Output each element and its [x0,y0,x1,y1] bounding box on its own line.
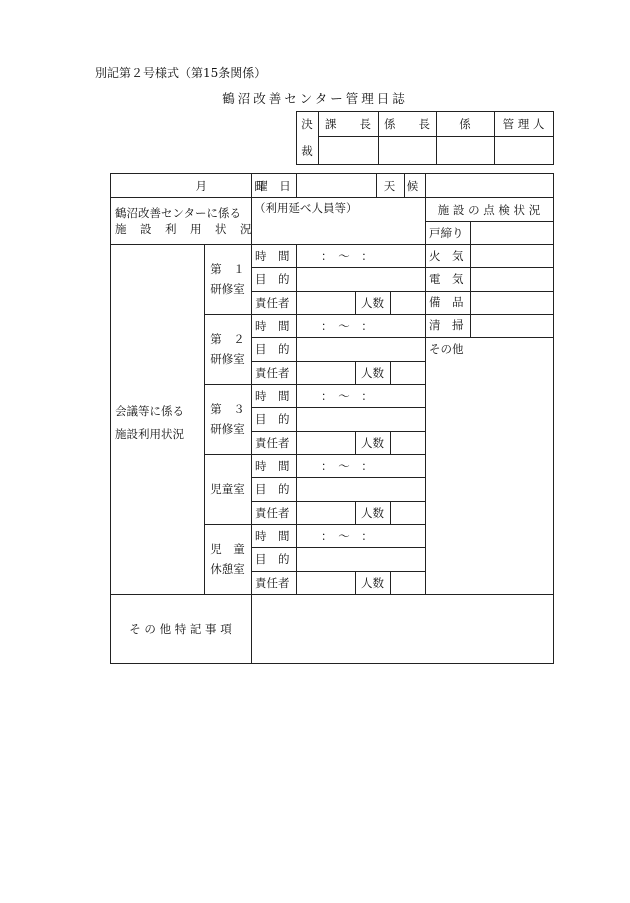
approval-header-4: 管 理 人 [502,117,545,131]
room-2-label-line2: 研修室 [210,351,245,366]
room-time-value: ： ～ ： [321,318,373,333]
approval-header-1: 課 長 [325,117,371,131]
form-caption: 別記第２号様式（第15条関係） [95,66,267,80]
room-col-line [390,361,391,385]
inspection-item-3: 電 気 [429,271,464,286]
room-5-label-line1: 児 童 [210,541,245,556]
inspection-row-line [425,244,554,245]
inspection-row-line [425,314,554,315]
room-row-line [251,431,426,432]
col-line [251,197,252,245]
inspection-row-line [425,291,554,292]
room-people-label: 人数 [361,365,384,380]
room-responsible-label: 責任者 [255,575,290,590]
room-row-line [251,337,426,338]
room-time-label: 時 間 [255,528,290,543]
room-col-line [296,454,297,525]
room-divider [204,454,426,455]
room-col-line [390,501,391,525]
weather-label: 天 候 [383,179,419,193]
row-line [110,197,554,198]
room-4-label-line2: 児童室 [210,481,245,496]
room-time-label: 時 間 [255,318,290,333]
room-col-line [390,571,391,595]
room-row-line [251,291,426,292]
room-row-line [251,571,426,572]
meeting-label-line1: 会議等に係る [115,404,184,418]
room-purpose-label: 目 的 [255,342,290,357]
room-divider [204,384,426,385]
room-row-line [251,407,426,408]
inspection-col-line [470,314,471,338]
room-1-label-line2: 研修室 [210,281,245,296]
table-border-right [553,173,554,664]
inspection-label: 施 設 の 点 検 状 況 [437,203,541,217]
approval-label-top: 決 [301,117,313,131]
form-title: 鶴沼改善センター管理日誌 [222,91,408,106]
room-purpose-label: 目 的 [255,482,290,497]
room-people-label: 人数 [361,505,384,520]
approval-border-top [296,111,554,112]
inspection-item-4: 備 品 [429,295,464,310]
room-divider [204,524,426,525]
room-time-value: ： ～ ： [321,458,373,473]
usage-label-line1: 鶴沼改善センターに係る [115,206,242,220]
usage-label-line2: 施 設 利 用 状 況 [115,222,253,236]
approval-header-2: 係 長 [384,117,430,131]
room-col-line [296,524,297,595]
room-purpose-label: 目 的 [255,552,290,567]
room-col-line [390,291,391,315]
room-responsible-label: 責任者 [255,295,290,310]
room-people-label: 人数 [361,435,384,450]
approval-label-bottom: 裁 [301,144,313,158]
inspection-item-1: 戸締り [429,225,464,240]
inspection-row-line [425,267,554,268]
meeting-label-line2: 施設利用状況 [115,427,184,441]
inspection-col-line [470,221,471,245]
inspection-col-line [470,267,471,291]
inspection-col-line [470,244,471,268]
inspection-other-label: その他 [429,342,464,357]
row-line [425,221,554,222]
room-people-label: 人数 [361,295,384,310]
room-5-label-line2: 休憩室 [210,561,245,576]
date-label: 月 日 [195,179,265,193]
weekday-label: 曜 日 [256,179,291,193]
room-responsible-label: 責任者 [255,505,290,520]
room-3-label-line1: 第 ３ [210,401,245,416]
inspection-item-2: 火 気 [429,248,464,263]
room-row-line [251,501,426,502]
room-time-label: 時 間 [255,388,290,403]
room-col-line [390,431,391,455]
notes-label: そ の 他 特 記 事 項 [129,622,232,636]
approval-border-bottom [296,164,554,165]
room-time-label: 時 間 [255,249,290,263]
room-row-line [251,547,426,548]
room-responsible-label: 責任者 [255,435,290,450]
room-purpose-label: 目 的 [255,412,290,427]
room-time-value: ： ～ ： [321,528,373,543]
room-divider [204,594,426,595]
room-time-value: ： ～ ： [321,249,373,263]
usage-note: （利用延べ人員等） [254,201,358,215]
room-row-line [251,477,426,478]
room-time-value: ： ～ ： [321,388,373,403]
room-responsible-label: 責任者 [255,365,290,380]
room-1-label-line1: 第 １ [210,261,245,276]
table-border-bottom [110,663,554,664]
room-row-line [251,361,426,362]
room-purpose-label: 目 的 [255,272,290,287]
room-col-line [296,244,297,315]
room-divider [204,314,426,315]
room-col-line [296,384,297,455]
inspection-item-5: 清 掃 [429,318,464,333]
inspection-col-line [470,291,471,315]
table-border-top [110,173,554,174]
approval-header-3: 係 [459,117,471,131]
room-3-label-line2: 研修室 [210,421,245,436]
col-line [251,244,252,595]
col-line [425,197,426,595]
approval-column-line [553,111,554,165]
room-row-line [251,267,426,268]
col-line [251,594,252,664]
table-border-left [110,173,111,664]
room-people-label: 人数 [361,575,384,590]
room-time-label: 時 間 [255,458,290,473]
inspection-row-line [425,337,554,338]
room-2-label-line1: 第 ２ [210,331,245,346]
room-col-line [296,314,297,385]
